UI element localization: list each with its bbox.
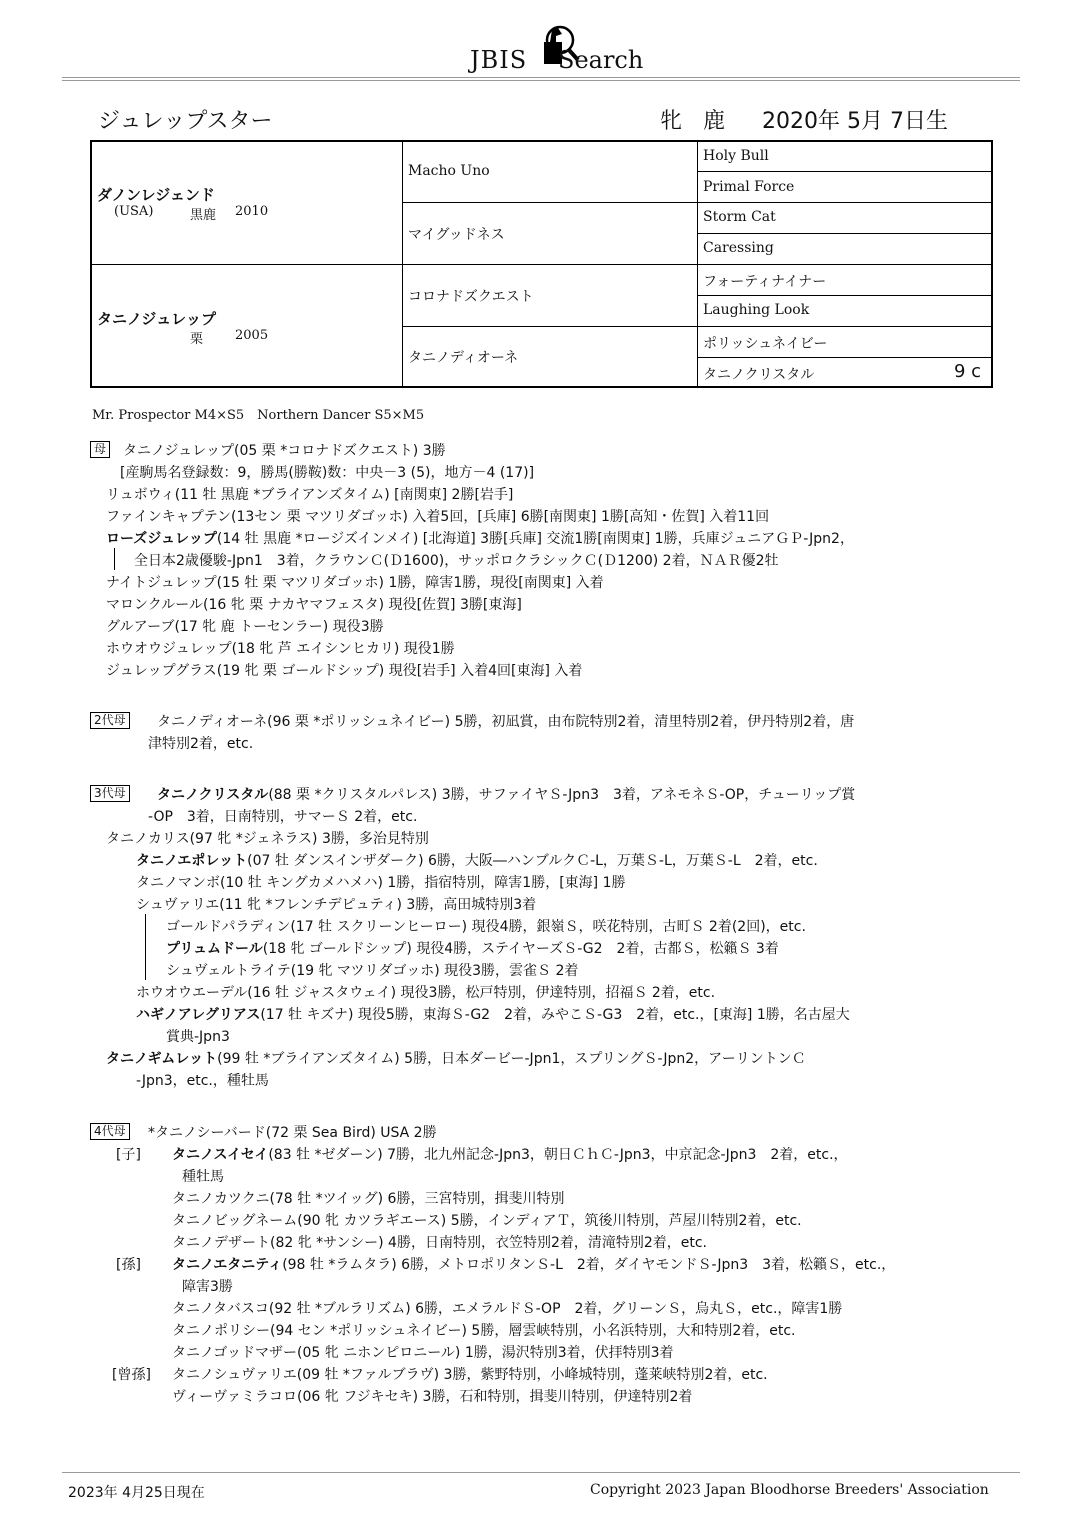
gen3-row: シュヴェルトライテ(19 牝 マツリダゴッホ) 現役3勝，雲雀Ｓ 2着 (166, 963, 579, 979)
sire-color: 黒鹿 (190, 208, 217, 223)
dam-dam: タニノディオーネ (408, 350, 519, 366)
gen3-line: タニノクリスタル(88 栗 *クリスタルパレス) 3勝，サファイヤＳ-Jpn3 3着，アネモネＳ-OP，チューリップ賞 (157, 787, 856, 803)
horse-color: 鹿 (703, 109, 726, 134)
dam-sire: コロナドズクエスト (408, 289, 534, 305)
offspring-row-cont: 全日本2歳優駿-Jpn1 3着，クラウンＣ(Ｄ1600)，サッポロクラシックＣ(Ｄ1200) 2着，ＮＡＲ優2牡 (134, 553, 779, 569)
gen3-row: ゴールドパラディン(17 牡 スクリーンヒーロー) 現役4勝，銀嶺Ｓ，咲花特別，古町Ｓ 2着(2回)，etc. (166, 919, 806, 935)
logo-search: Search (558, 46, 644, 74)
horse-birth: 2020年 5月 7日生 (762, 109, 949, 134)
mother-stats: [産駒馬名登録数：9，勝馬(勝鞍)数：中央－3 (5)，地方－4 (17)] (120, 465, 535, 481)
offspring-row: ファインキャプテン(13セン 栗 マツリダゴッホ) 入着5回，[兵庫] 6勝[南関東] 1勝[高知・佐賀] 入着11回 (106, 509, 770, 525)
gen4-row: タニノビッグネーム(90 牝 カツラギエース) 5勝，インディアＴ，筑後川特別，芦屋川特別2着，etc. (172, 1213, 802, 1229)
tag-gen2: 2代母 (90, 712, 130, 729)
dss: フォーティナイナー (703, 274, 827, 290)
gen4-great-tag: [曾孫] (112, 1367, 151, 1383)
gen3-row: タニノエポレット(07 牡 ダンスインザダーク) 6勝，大阪―ハンブルクＣ-L，万葉Ｓ-L，万葉Ｓ-L 2着，etc. (136, 853, 818, 869)
jbis-search-logo (470, 20, 644, 76)
gen4-row: タニノタバスコ(92 牡 *ブルラリズム) 6勝，エメラルドＳ-OP 2着，グリーンＳ，烏丸Ｓ，etc.，障害1勝 (172, 1301, 843, 1317)
sss: Holy Bull (703, 148, 769, 164)
gen4-row: タニノゴッドマザー(05 牝 ニホンピロニール) 1勝，湯沢特別3着，伏拝特別3着 (172, 1345, 674, 1361)
pedigree-table (90, 140, 993, 388)
offspring-row: ナイトジュレップ(15 牡 栗 マツリダゴッホ) 1勝，障害1勝，現役[南関東] 入着 (106, 575, 604, 591)
gen3-row: タニノカリス(97 牝 *ジェネラス) 3勝，多治見特別 (106, 831, 429, 847)
horse-info (660, 104, 962, 135)
gen3-row-cont: 賞典-Jpn3 (166, 1029, 230, 1045)
gen3-row: タニノギムレット(99 牡 *ブライアンズタイム) 5勝，日本ダービー-Jpn1，スプリングＳ-Jpn2，アーリントンＣ (106, 1051, 806, 1067)
as-of-date: 2023年 4月25日現在 (68, 1485, 205, 1501)
offspring-row: グルアーブ(17 牝 鹿 トーセンラー) 現役3勝 (106, 619, 384, 635)
gen4-row: タニノエタニティ(98 牡 *ラムタラ) 6勝，メトロポリタンＳ-L 2着，ダイヤモンドＳ-Jpn3 3着，松籟Ｓ，etc.， (172, 1257, 896, 1273)
sire-name: ダノンレジェンド (97, 186, 215, 204)
dam-name: タニノジュレップ (97, 310, 216, 328)
offspring-row: ホウオウジュレップ(18 牝 芦 エイシンヒカリ) 現役1勝 (106, 641, 455, 657)
inbreeding: Mr. Prospector M4×S5 Northern Dancer S5×M5 (92, 408, 425, 423)
header-rule (62, 77, 1020, 78)
sire-dam: マイグッドネス (408, 227, 505, 243)
sire-sire: Macho Uno (408, 163, 490, 179)
sire-origin: (USA) (114, 204, 154, 219)
gen4-row: タニノシュヴァリエ(09 牡 *ファルブラヴ) 3勝，紫野特別，小峰城特別，蓬莱峡特別2着，etc. (172, 1367, 768, 1383)
gen3-row: ホウオウエーデル(16 牡 ジャスタウェイ) 現役3勝，松戸特別，伊達特別，招福Ｓ 2着，etc. (136, 985, 716, 1001)
gen4-row: タニノスイセイ(83 牡 *ゼダーン) 7勝，北九州記念-Jpn3，朝日ＣｈＣ-Jpn3，中京記念-Jpn3 2着，etc.， (172, 1147, 848, 1163)
dam-year: 2005 (235, 328, 269, 343)
logo-jbis: JBIS (470, 46, 528, 74)
ssd: Primal Force (703, 179, 795, 195)
horse-sex: 牝 (660, 109, 683, 134)
gen3-row: シュヴァリエ(11 牝 *フレンチデピュティ) 3勝，高田城特別3着 (136, 897, 537, 913)
horse-name: ジュレップスター (98, 109, 273, 134)
gen4-row: タニノポリシー(94 セン *ポリッシュネイビー) 5勝，層雲峡特別，小名浜特別，大和特別2着，etc. (172, 1323, 796, 1339)
footer-rule (62, 1472, 1020, 1473)
gen2-line: タニノディオーネ(96 栗 *ポリッシュネイビー) 5勝，初凪賞，由布院特別2着，清里特別2着，伊丹特別2着，唐 (157, 714, 855, 730)
gen3-row: ハギノアレグリアス(17 牡 キズナ) 現役5勝，東海Ｓ-G2 2着，みやこＳ-G3 2着，etc.，[東海] 1勝，名古屋大 (136, 1007, 850, 1023)
dds: ポリッシュネイビー (703, 336, 828, 352)
header-rule-2 (62, 80, 1020, 81)
gen3-row: プリュムドール(18 牝 ゴールドシップ) 現役4勝，ステイヤーズＳ-G2 2着，古都Ｓ，松籟Ｓ 3着 (166, 941, 779, 957)
dsd: Laughing Look (703, 302, 810, 318)
gen4-row: ヴィーヴァミラコロ(06 牝 フジキセキ) 3勝，石和特別，揖斐川特別，伊達特別2着 (172, 1389, 693, 1405)
offspring-row: マロンクルール(16 牝 栗 ナカヤマフェスタ) 現役[佐賀] 3勝[東海] (106, 597, 522, 613)
tag-gen3: 3代母 (90, 785, 130, 802)
gen4-child-tag: [子] (116, 1147, 141, 1163)
gen4-row: タニノカツクニ(78 牡 *ツイッグ) 6勝，三宮特別，揖斐川特別 (172, 1191, 565, 1207)
family-number: 9 c (954, 361, 982, 382)
mother-line: タニノジュレップ(05 栗 *コロナドズクエスト) 3勝 (123, 443, 446, 459)
offspring-row: リュボウィ(11 牡 黒鹿 *ブライアンズタイム) [南関東] 2勝[岩手] (106, 487, 514, 503)
offspring-row: ジュレップグラス(19 牝 栗 ゴールドシップ) 現役[岩手] 入着4回[東海] 入着 (106, 663, 583, 679)
ddd: タニノクリスタル (703, 367, 815, 383)
gen3-row: タニノマンボ(10 牡 キングカメハメハ) 1勝，指宿特別，障害1勝，[東海] 1勝 (136, 875, 626, 891)
gen4-row: タニノデザート(82 牝 *サンシー) 4勝，日南特別，衣笠特別2着，清滝特別2着，etc. (172, 1235, 708, 1251)
dam-color: 栗 (190, 332, 204, 347)
gen4-line: *タニノシーバード(72 栗 Sea Bird) USA 2勝 (148, 1125, 437, 1141)
gen2-line-cont: 津特別2着，etc. (148, 736, 254, 752)
gen3-line-cont: -OP 3着，日南特別，サマーＳ 2着，etc. (148, 809, 418, 825)
sds: Storm Cat (703, 209, 776, 225)
offspring-row: ローズジュレップ(14 牡 黒鹿 *ロージズインメイ) [北海道] 3勝[兵庫] 交流1勝[南関東] 1勝，兵庫ジュニアＧＰ-Jpn2， (106, 531, 854, 547)
gen4-row-cont: 種牡馬 (182, 1169, 224, 1185)
gen4-grand-tag: [孫] (116, 1257, 141, 1273)
tag-gen4: 4代母 (90, 1123, 130, 1140)
tag-mother: 母 (90, 441, 110, 458)
sdd: Caressing (703, 240, 774, 256)
copyright: Copyright 2023 Japan Bloodhorse Breeders' Association (590, 1482, 989, 1498)
gen3-row-cont: -Jpn3，etc.，種牡馬 (136, 1073, 269, 1089)
gen4-row-cont: 障害3勝 (182, 1279, 233, 1295)
sire-year: 2010 (235, 204, 269, 219)
